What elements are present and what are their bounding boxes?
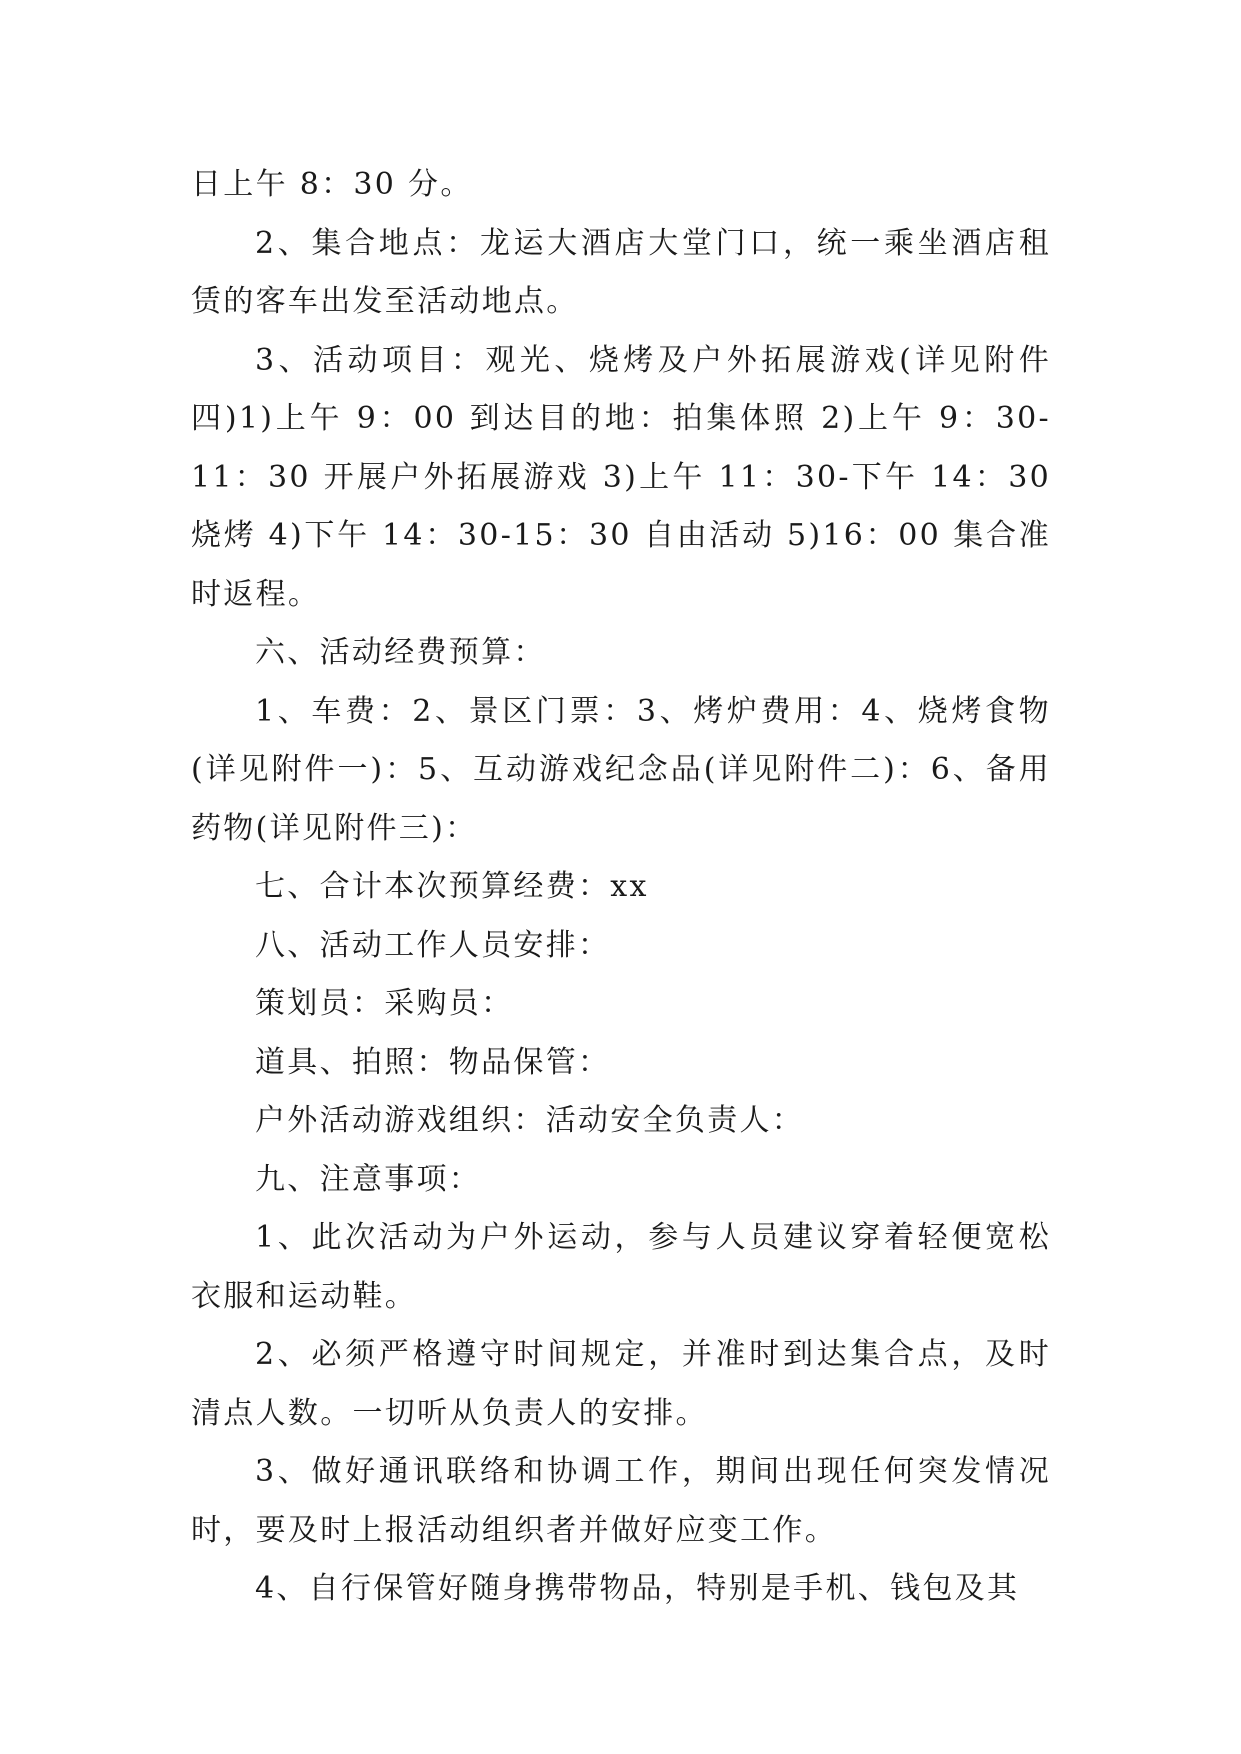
paragraph-13: 2、必须严格遵守时间规定，并准时到达集合点，及时清点人数。一切听从负责人的安排。: [191, 1337, 1051, 1431]
paragraph-11: 九、注意事项：: [255, 1161, 482, 1197]
paragraph-1: 日上午 8：30 分。: [191, 167, 473, 202]
paragraph-15: 4、自行保管好随身携带物品，特别是手机、钱包及其: [255, 1571, 1020, 1606]
paragraph-10: 户外活动游戏组织：活动安全负责人：: [255, 1103, 805, 1138]
paragraph-7: 八、活动工作人员安排：: [255, 927, 611, 963]
paragraph-4: 六、活动经费预算：: [255, 635, 546, 670]
paragraph-14: 3、做好通讯联络和协调工作，期间出现任何突发情况时，要及时上报活动组织者并做好应变工作。: [191, 1454, 1051, 1548]
paragraph-5: 1、车费：2、景区门票：3、烤炉费用：4、烧烤食物(详见附件一)：5、互动游戏纪念品(详见附件二)：6、备用药物(详见附件三)：: [191, 693, 1051, 846]
paragraph-6: 七、合计本次预算经费：xx: [255, 869, 649, 904]
paragraph-3: 3、活动项目：观光、烧烤及户外拓展游戏(详见附件四)1)上午 9：00 到达目的地：拍集体照 2)上午 9：30-11：30 开展户外拓展游戏 3)上午 11：30-下午 14：30 烧烤 4)下午 14：30-15：30 自由活动 5)16：00 集合准时返程。: [191, 342, 1051, 612]
paragraph-2: 2、集合地点：龙运大酒店大堂门口，统一乘坐酒店租赁的客车出发至活动地点。: [191, 225, 1051, 319]
document-body: [191, 156, 1051, 1619]
paragraph-8: 策划员：采购员：: [255, 986, 514, 1021]
paragraph-12: 1、此次活动为户外运动，参与人员建议穿着轻便宽松衣服和运动鞋。: [191, 1220, 1051, 1314]
paragraph-9: 道具、拍照：物品保管：: [255, 1044, 611, 1080]
